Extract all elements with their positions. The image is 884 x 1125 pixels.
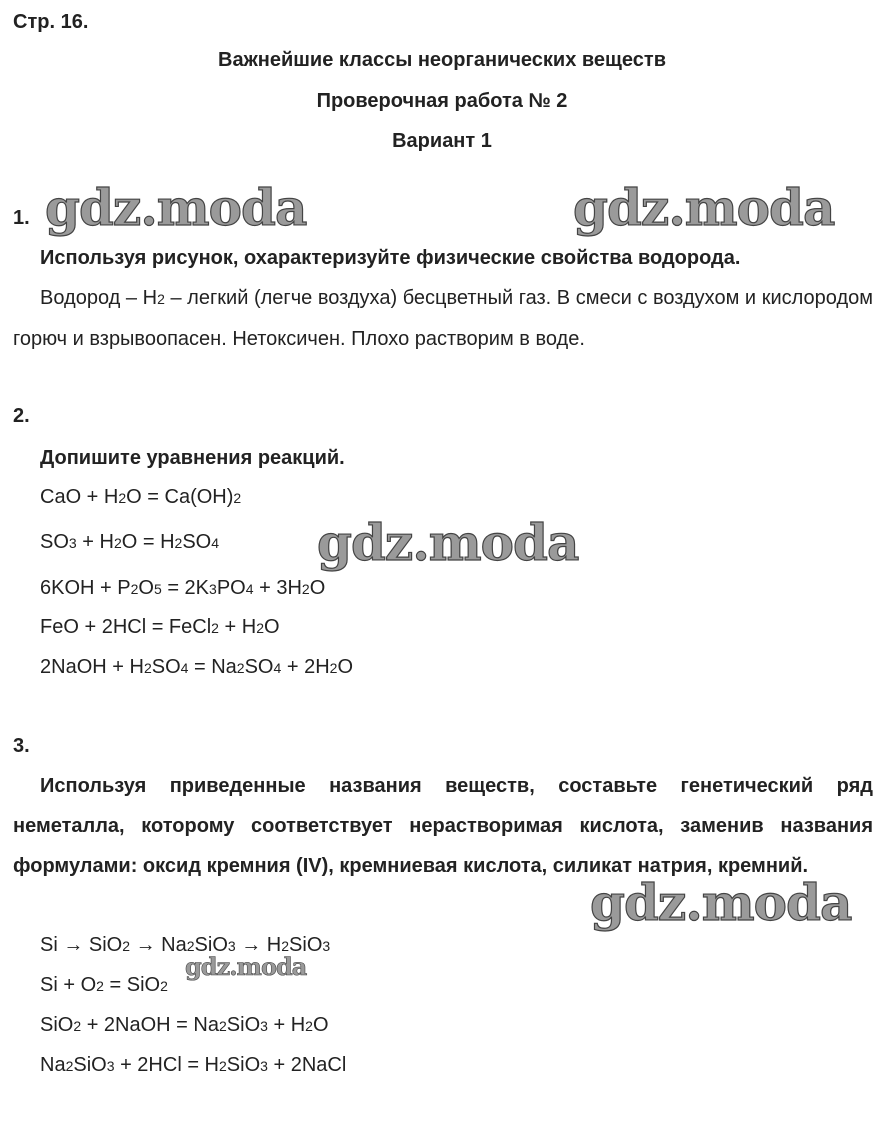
equation: SiO2 + 2NaOH = Na2SiO3 + H2O	[40, 1014, 329, 1036]
task-3-question: Используя приведенные названия веществ, составьте генетический ряд неметалла, которому соответствует нерастворимая кислота, заменив названия формулами: оксид кремния (IV), кремниевая кислота, силикат натрия, кремний.	[13, 775, 873, 877]
task-3-number: 3.	[13, 735, 30, 757]
variant-label: Вариант 1	[392, 130, 492, 152]
page-title: Важнейшие классы неорганических веществ	[218, 49, 666, 71]
equation: CaO + H2O = Ca(OH)2	[40, 486, 242, 508]
equation: 6KOH + P2O5 = 2K3PO4 + 3H2O	[40, 577, 326, 599]
watermark-logo: gdz.moda	[185, 952, 307, 981]
equation: Si + O2 = SiO2	[40, 974, 168, 996]
watermark-logo: gdz.moda	[45, 178, 307, 237]
watermark-logo: gdz.moda	[317, 513, 579, 572]
equation: 2NaOH + H2SO4 = Na2SO4 + 2H2O	[40, 656, 354, 678]
test-title: Проверочная работа № 2	[316, 90, 568, 112]
equation: FeO + 2HCl = FeCl2 + H2O	[40, 616, 280, 638]
task-2-number: 2.	[13, 405, 30, 427]
task-1-answer: Водород – H2 – легкий (легче воздуха) бесцветный газ. В смеси с воздухом и кислородом горюч и взрывоопасен. Нетоксичен. Плохо растворим в воде.	[13, 287, 873, 350]
equation: SO3 + H2O = H2SO4	[40, 531, 220, 553]
task-1-number: 1.	[13, 207, 30, 229]
task-1-question: Используя рисунок, охарактеризуйте физические свойства водорода.	[40, 247, 741, 269]
page-label: Стр. 16.	[13, 11, 89, 33]
task-2-question: Допишите уравнения реакций.	[40, 447, 345, 469]
equation: Si → SiO2 → Na2SiO3 → H2SiO3	[40, 934, 331, 956]
equation: Na2SiO3 + 2HCl = H2SiO3 + 2NaCl	[40, 1054, 347, 1076]
watermark-logo: gdz.moda	[573, 178, 835, 237]
watermark-logo: gdz.moda	[590, 873, 852, 932]
